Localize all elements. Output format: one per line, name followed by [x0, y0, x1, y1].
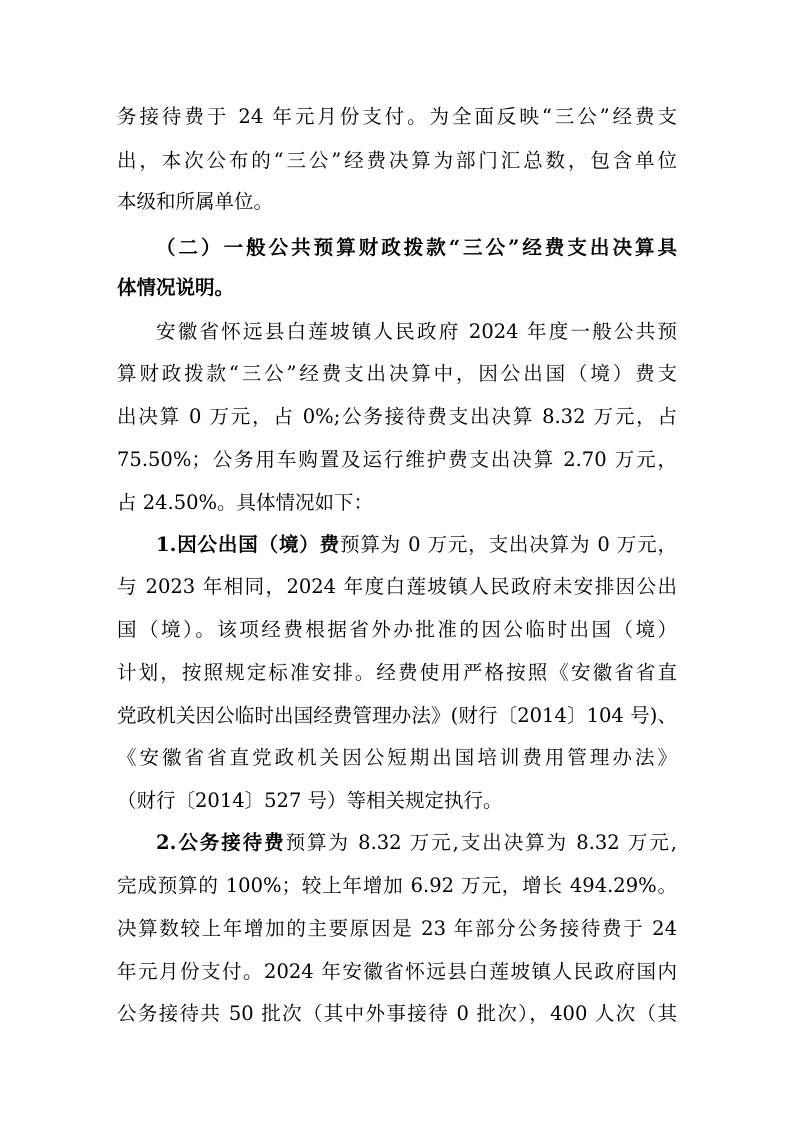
paragraph-line: 党政机关因公临时出国经费管理办法》(财行〔2014〕104 号)、	[117, 704, 677, 727]
paragraph-line: 《安徽省省直党政机关因公短期出国培训费用管理办法》	[117, 746, 677, 769]
paragraph-line: 与 2023 年相同，2024 年度白莲坡镇人民政府未安排因公出	[117, 575, 677, 598]
paragraph-line: 安徽省怀远县白莲坡镇人民政府 2024 年度一般公共预	[156, 320, 677, 343]
item-title-reception: 2.公务接待费	[156, 831, 286, 854]
paragraph-line: 务接待费于 24 年元月份支付。为全面反映“三公”经费支	[117, 105, 677, 128]
paragraph-line: 国（境）。该项经费根据省外办批准的因公临时出国（境）	[117, 618, 677, 641]
paragraph-line	[156, 823, 677, 863]
paragraph-line: 75.50%；公务用车购置及运行维护费支出决算 2.70 万元，	[117, 448, 677, 471]
paragraph-line: 出决算 0 万元，占 0%;公务接待费支出决算 8.32 万元，占	[117, 405, 677, 428]
paragraph-line	[156, 525, 677, 565]
paragraph-line: 完成预算的 100%；较上年增加 6.92 万元，增长 494.29%。	[117, 874, 677, 897]
paragraph-line: 公务接待共 50 批次（其中外事接待 0 批次），400 人次（其	[117, 1002, 677, 1025]
paragraph-line: 本级和所属单位。	[117, 190, 274, 213]
paragraph-line: 年元月份支付。2024 年安徽省怀远县白莲坡镇人民政府国内	[117, 960, 677, 983]
section-heading: 体情况说明。	[117, 276, 235, 299]
paragraph-line: 决算数较上年增加的主要原因是 23 年部分公务接待费于 24	[117, 917, 677, 940]
paragraph-line: 算财政拨款“三公”经费支出决算中，因公出国（境）费支	[117, 362, 677, 385]
section-heading: （二）一般公共预算财政拨款“三公”经费支出决算具	[156, 236, 677, 259]
paragraph-line: 计划，按照规定标准安排。经费使用严格按照《安徽省省直	[117, 661, 677, 684]
item-title-travel: 1.因公出国（境）费	[156, 533, 340, 556]
item-text: 预算为 0 万元，支出决算为 0 万元，	[339, 533, 677, 556]
paragraph-line: （财行〔2014〕527 号）等相关规定执行。	[117, 789, 503, 812]
item-text: 预算为 8.32 万元,支出决算为 8.32 万元,	[285, 831, 677, 854]
paragraph-line: 占 24.50%。具体情况如下：	[117, 491, 374, 514]
paragraph-line: 出，本次公布的“三公”经费决算为部门汇总数，包含单位	[117, 149, 677, 172]
